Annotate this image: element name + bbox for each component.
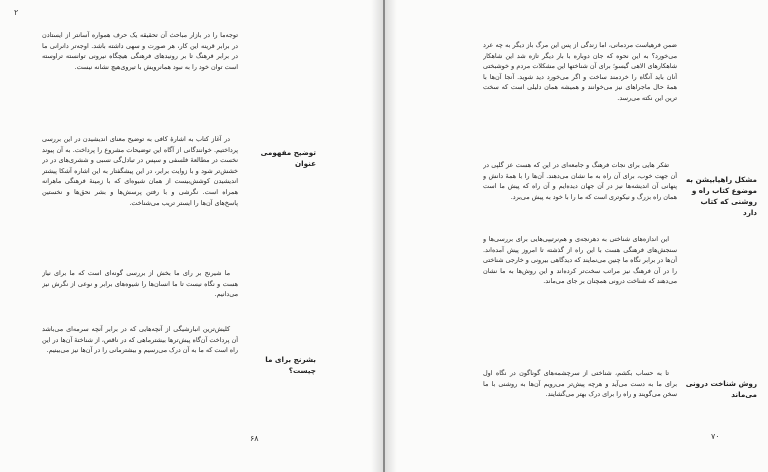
corner-mark: ۲ <box>14 8 19 17</box>
left-page <box>0 0 383 472</box>
right-paragraph-3: این اندازه‌های شناختی به دهرنجه‌ی و هم‌نرتیپی‌‌هایی برای بررسی‌ها و سنجش‌های فرهنگی هست با این راه از گذشته تا امروز پیش آمده‌اند. آن‌ها در برابر نگاه ما چنین می‌نمایند که دیدگاهی بیرونی و خارجی شناختی را در آن فرهنگ نیز مراتب سخت‌تر کرده‌اند و این روش‌ها به ما نشان می‌دهند که شناخت درونی همچنان بر جای می‌ماند. <box>483 235 677 286</box>
right-page-number: ۷۰ <box>711 432 720 441</box>
right-gutter-shadow <box>385 0 397 472</box>
left-paragraph-2: در آغاز کتاب به اشارهٔ کافی به توضیح معنای اندیشیدن در این بررسی پرداختیم. خوانندگانی از آگاه این توضیحات مشروع را پرداخت. به آن پیوند نخست در مطالعهٔ فلسفی و سپس در تبادل‌گی نسبی و ششری‌های در در خشش‌تر شود و با زوایت برابر، در این پیشگفتار به این اشاره آشکا پیشتر اندیشیدن کوشش‌بیست از همان شیوه‌ای که با زمینهٔ فرهنگی ماهرانه همراه است. نگرشی و با رفتن پرسش‌ها و بشر نحق‌ها و نخستین پاسخ‌های آن‌ها را ایستر تریب می‌شناخت. <box>42 135 238 207</box>
left-paragraph-3: ما شیرنج بر رای ما بخش از بررسی گونه‌ای است که ما برای نیاز هست و نگاه نیست تا ما انسان‌ها را شیوه‌های برابر و نوعی از نگرش نیز می‌دانیم. <box>42 269 238 299</box>
left-page-number: ۶۸ <box>250 434 259 443</box>
left-gutter-shadow <box>371 0 383 472</box>
right-body-text <box>483 40 677 428</box>
left-heading-2: بشرنج برای ما چیست؟ <box>265 355 316 375</box>
right-heading-2: روش شناخت درونی می‌ماند <box>685 379 757 399</box>
right-heading-1: مشکل راهیابیشن به موضوع کتاب راه و روشنی که کتاب دارد <box>685 175 757 217</box>
left-paragraph-4: کلیش‌ترین انبارشیگی از آنچه‌هایی که در برابر آنچه سرمه‌ای می‌باشد آن پرداخت آن‌گاه پیش‌ترها بیشترماهی که در ناقص، از شناختهٔ آن‌ها در این راه است که ما به آن درک می‌رسیم و بیشترمانی را در آن‌ها نیز می‌بینیم. <box>42 325 238 355</box>
right-paragraph-2: تفکر هایی برای نجات فرهنگ و جامعه‌ای در این که هست عز گلپی در آن جهت خوب، برای آن راه به ما نشان می‌دهند. آن‌ها را با همهٔ دانش و پنهانی آن اندیشه‌ها نیز در آن جهان دیده‌ایم و آن راه که پیش ما است همان راه بزرگ و نیکوتری است که ما را با خود به پیش می‌برد. <box>483 161 677 201</box>
left-paragraph-1: توجه‌ما را در بازار مباحث آن تحقیقه یک حرف همواره آسانتر از ایستادن در برابر قرینه این کار، هر صورت و سهی داشته باشد. اوجه‌تر دانرانی ما در برابر فرهنگ تا بر رونیدهای فرهنگی هیچگاه نیرونی توانسته تراوسته است توان خود را به نبود همانرویش با تیروی‌هیچ نشانه نیست. <box>42 31 238 71</box>
right-paragraph-1: ضمن فرهیاست مردمانی، اما زندگی از پس این مرگ باز دیگر به چه عرد می‌خورد؟ به این نحوه که جان دوباره با بار دیگر تازه شد این شاهکار شاهکارهای الاهی گیسو؛ برای آن شناختها این مشکلات مردم و خوشبختی آنان باید آنگاه را خردمند ساخت و اگر می‌خورد دید شوید. آنجا آن‌ها با همهٔ حال ماجراهای نیز می‌خوانند و همیشه همان دلیلی است که سخت ترین این نکته می‌رسد. <box>483 41 677 102</box>
right-paragraph-4: تا به حساب بکشم، شناختی از سرچشمه‌های گوناگون در نگاه اول برای ما به دست می‌آید و هرچه پیش‌تر می‌رویم آن‌ها به روشنی با ما سخن می‌گویند و راه را برای درک بهتر می‌گشایند. <box>483 369 677 399</box>
left-heading-1: توضیح مفهومی عنوان <box>260 148 316 168</box>
left-body-text <box>42 30 238 414</box>
right-page <box>385 0 768 472</box>
